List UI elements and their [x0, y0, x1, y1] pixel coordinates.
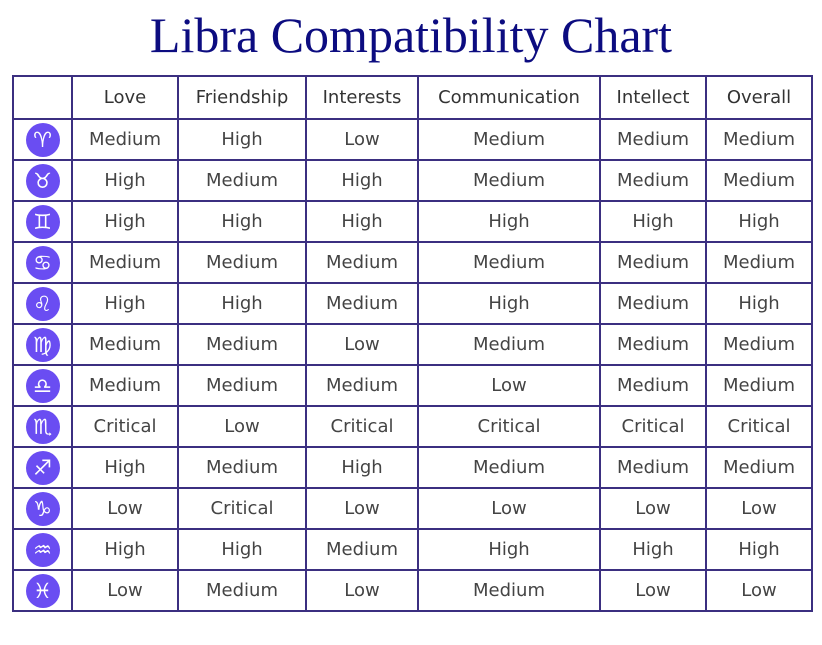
rating-cell: Low: [306, 488, 418, 529]
rating-cell: High: [418, 529, 600, 570]
rating-cell: Low: [306, 119, 418, 160]
rating-cell: Medium: [600, 324, 706, 365]
rating-cell: Critical: [178, 488, 306, 529]
cancer-icon: ♋: [26, 246, 60, 280]
column-header-overall: Overall: [706, 76, 812, 119]
sagittarius-icon: ♐: [26, 451, 60, 485]
rating-cell: Medium: [418, 242, 600, 283]
rating-cell: Medium: [706, 447, 812, 488]
virgo-icon: ♍: [26, 328, 60, 362]
corner-cell: [13, 76, 72, 119]
rating-cell: Medium: [178, 570, 306, 611]
rating-cell: High: [178, 119, 306, 160]
sign-cell: [13, 324, 72, 365]
table-body: [13, 119, 812, 611]
rating-cell: Medium: [706, 365, 812, 406]
libra-icon: ♎: [26, 369, 60, 403]
sign-cell: [13, 119, 72, 160]
rating-cell: Medium: [600, 160, 706, 201]
column-header-interests: Interests: [306, 76, 418, 119]
table-row: [13, 365, 812, 406]
rating-cell: High: [72, 529, 178, 570]
rating-cell: Critical: [706, 406, 812, 447]
rating-cell: Medium: [72, 119, 178, 160]
rating-cell: Low: [600, 570, 706, 611]
rating-cell: High: [306, 160, 418, 201]
pisces-icon: ♓: [26, 574, 60, 608]
rating-cell: Medium: [306, 529, 418, 570]
rating-cell: Medium: [418, 119, 600, 160]
sign-cell: [13, 447, 72, 488]
rating-cell: Medium: [418, 324, 600, 365]
table-row: [13, 160, 812, 201]
column-header-intellect: Intellect: [600, 76, 706, 119]
rating-cell: Medium: [706, 160, 812, 201]
column-header-friendship: Friendship: [178, 76, 306, 119]
rating-cell: High: [706, 529, 812, 570]
aries-icon: ♈: [26, 123, 60, 157]
table-row: [13, 570, 812, 611]
table-row: [13, 201, 812, 242]
rating-cell: Medium: [178, 160, 306, 201]
table-row: [13, 447, 812, 488]
rating-cell: Medium: [706, 119, 812, 160]
rating-cell: Medium: [306, 365, 418, 406]
table-row: [13, 488, 812, 529]
rating-cell: Medium: [418, 570, 600, 611]
rating-cell: Critical: [306, 406, 418, 447]
scorpio-icon: ♏: [26, 410, 60, 444]
rating-cell: Critical: [72, 406, 178, 447]
sign-cell: [13, 242, 72, 283]
leo-icon: ♌: [26, 287, 60, 321]
rating-cell: Low: [418, 365, 600, 406]
rating-cell: High: [600, 529, 706, 570]
header-row: [13, 76, 812, 119]
rating-cell: Low: [706, 570, 812, 611]
rating-cell: Medium: [178, 447, 306, 488]
rating-cell: High: [706, 283, 812, 324]
rating-cell: High: [178, 201, 306, 242]
rating-cell: High: [306, 201, 418, 242]
rating-cell: Medium: [600, 447, 706, 488]
table-row: [13, 406, 812, 447]
table-row: [13, 119, 812, 160]
compatibility-table: [12, 75, 813, 612]
rating-cell: Medium: [418, 160, 600, 201]
sign-cell: [13, 201, 72, 242]
rating-cell: High: [706, 201, 812, 242]
rating-cell: High: [72, 201, 178, 242]
rating-cell: Medium: [418, 447, 600, 488]
taurus-icon: ♉: [26, 164, 60, 198]
rating-cell: Low: [306, 324, 418, 365]
column-header-love: Love: [72, 76, 178, 119]
rating-cell: High: [418, 201, 600, 242]
column-header-communication: Communication: [418, 76, 600, 119]
rating-cell: High: [178, 529, 306, 570]
rating-cell: Medium: [600, 242, 706, 283]
rating-cell: Medium: [306, 242, 418, 283]
rating-cell: Medium: [72, 365, 178, 406]
rating-cell: Low: [72, 488, 178, 529]
rating-cell: Medium: [600, 283, 706, 324]
sign-cell: [13, 283, 72, 324]
rating-cell: Low: [72, 570, 178, 611]
sign-cell: [13, 160, 72, 201]
rating-cell: Medium: [306, 283, 418, 324]
sign-cell: [13, 570, 72, 611]
sign-cell: [13, 365, 72, 406]
rating-cell: Medium: [706, 242, 812, 283]
rating-cell: Low: [306, 570, 418, 611]
rating-cell: Medium: [178, 365, 306, 406]
rating-cell: High: [418, 283, 600, 324]
sign-cell: [13, 529, 72, 570]
rating-cell: High: [306, 447, 418, 488]
rating-cell: Low: [418, 488, 600, 529]
table-row: [13, 324, 812, 365]
table-row: [13, 529, 812, 570]
rating-cell: Medium: [72, 242, 178, 283]
sign-cell: [13, 406, 72, 447]
gemini-icon: ♊: [26, 205, 60, 239]
rating-cell: Medium: [600, 365, 706, 406]
rating-cell: High: [178, 283, 306, 324]
rating-cell: Low: [178, 406, 306, 447]
rating-cell: Low: [600, 488, 706, 529]
rating-cell: High: [600, 201, 706, 242]
rating-cell: Medium: [178, 242, 306, 283]
table-row: [13, 283, 812, 324]
sign-cell: [13, 488, 72, 529]
capricorn-icon: ♑: [26, 492, 60, 526]
rating-cell: Critical: [418, 406, 600, 447]
rating-cell: Medium: [72, 324, 178, 365]
rating-cell: Medium: [706, 324, 812, 365]
rating-cell: High: [72, 283, 178, 324]
aquarius-icon: ♒: [26, 533, 60, 567]
rating-cell: Low: [706, 488, 812, 529]
rating-cell: Medium: [600, 119, 706, 160]
rating-cell: High: [72, 160, 178, 201]
table-row: [13, 242, 812, 283]
rating-cell: Medium: [178, 324, 306, 365]
page-title: Libra Compatibility Chart: [149, 7, 673, 63]
rating-cell: Critical: [600, 406, 706, 447]
rating-cell: High: [72, 447, 178, 488]
